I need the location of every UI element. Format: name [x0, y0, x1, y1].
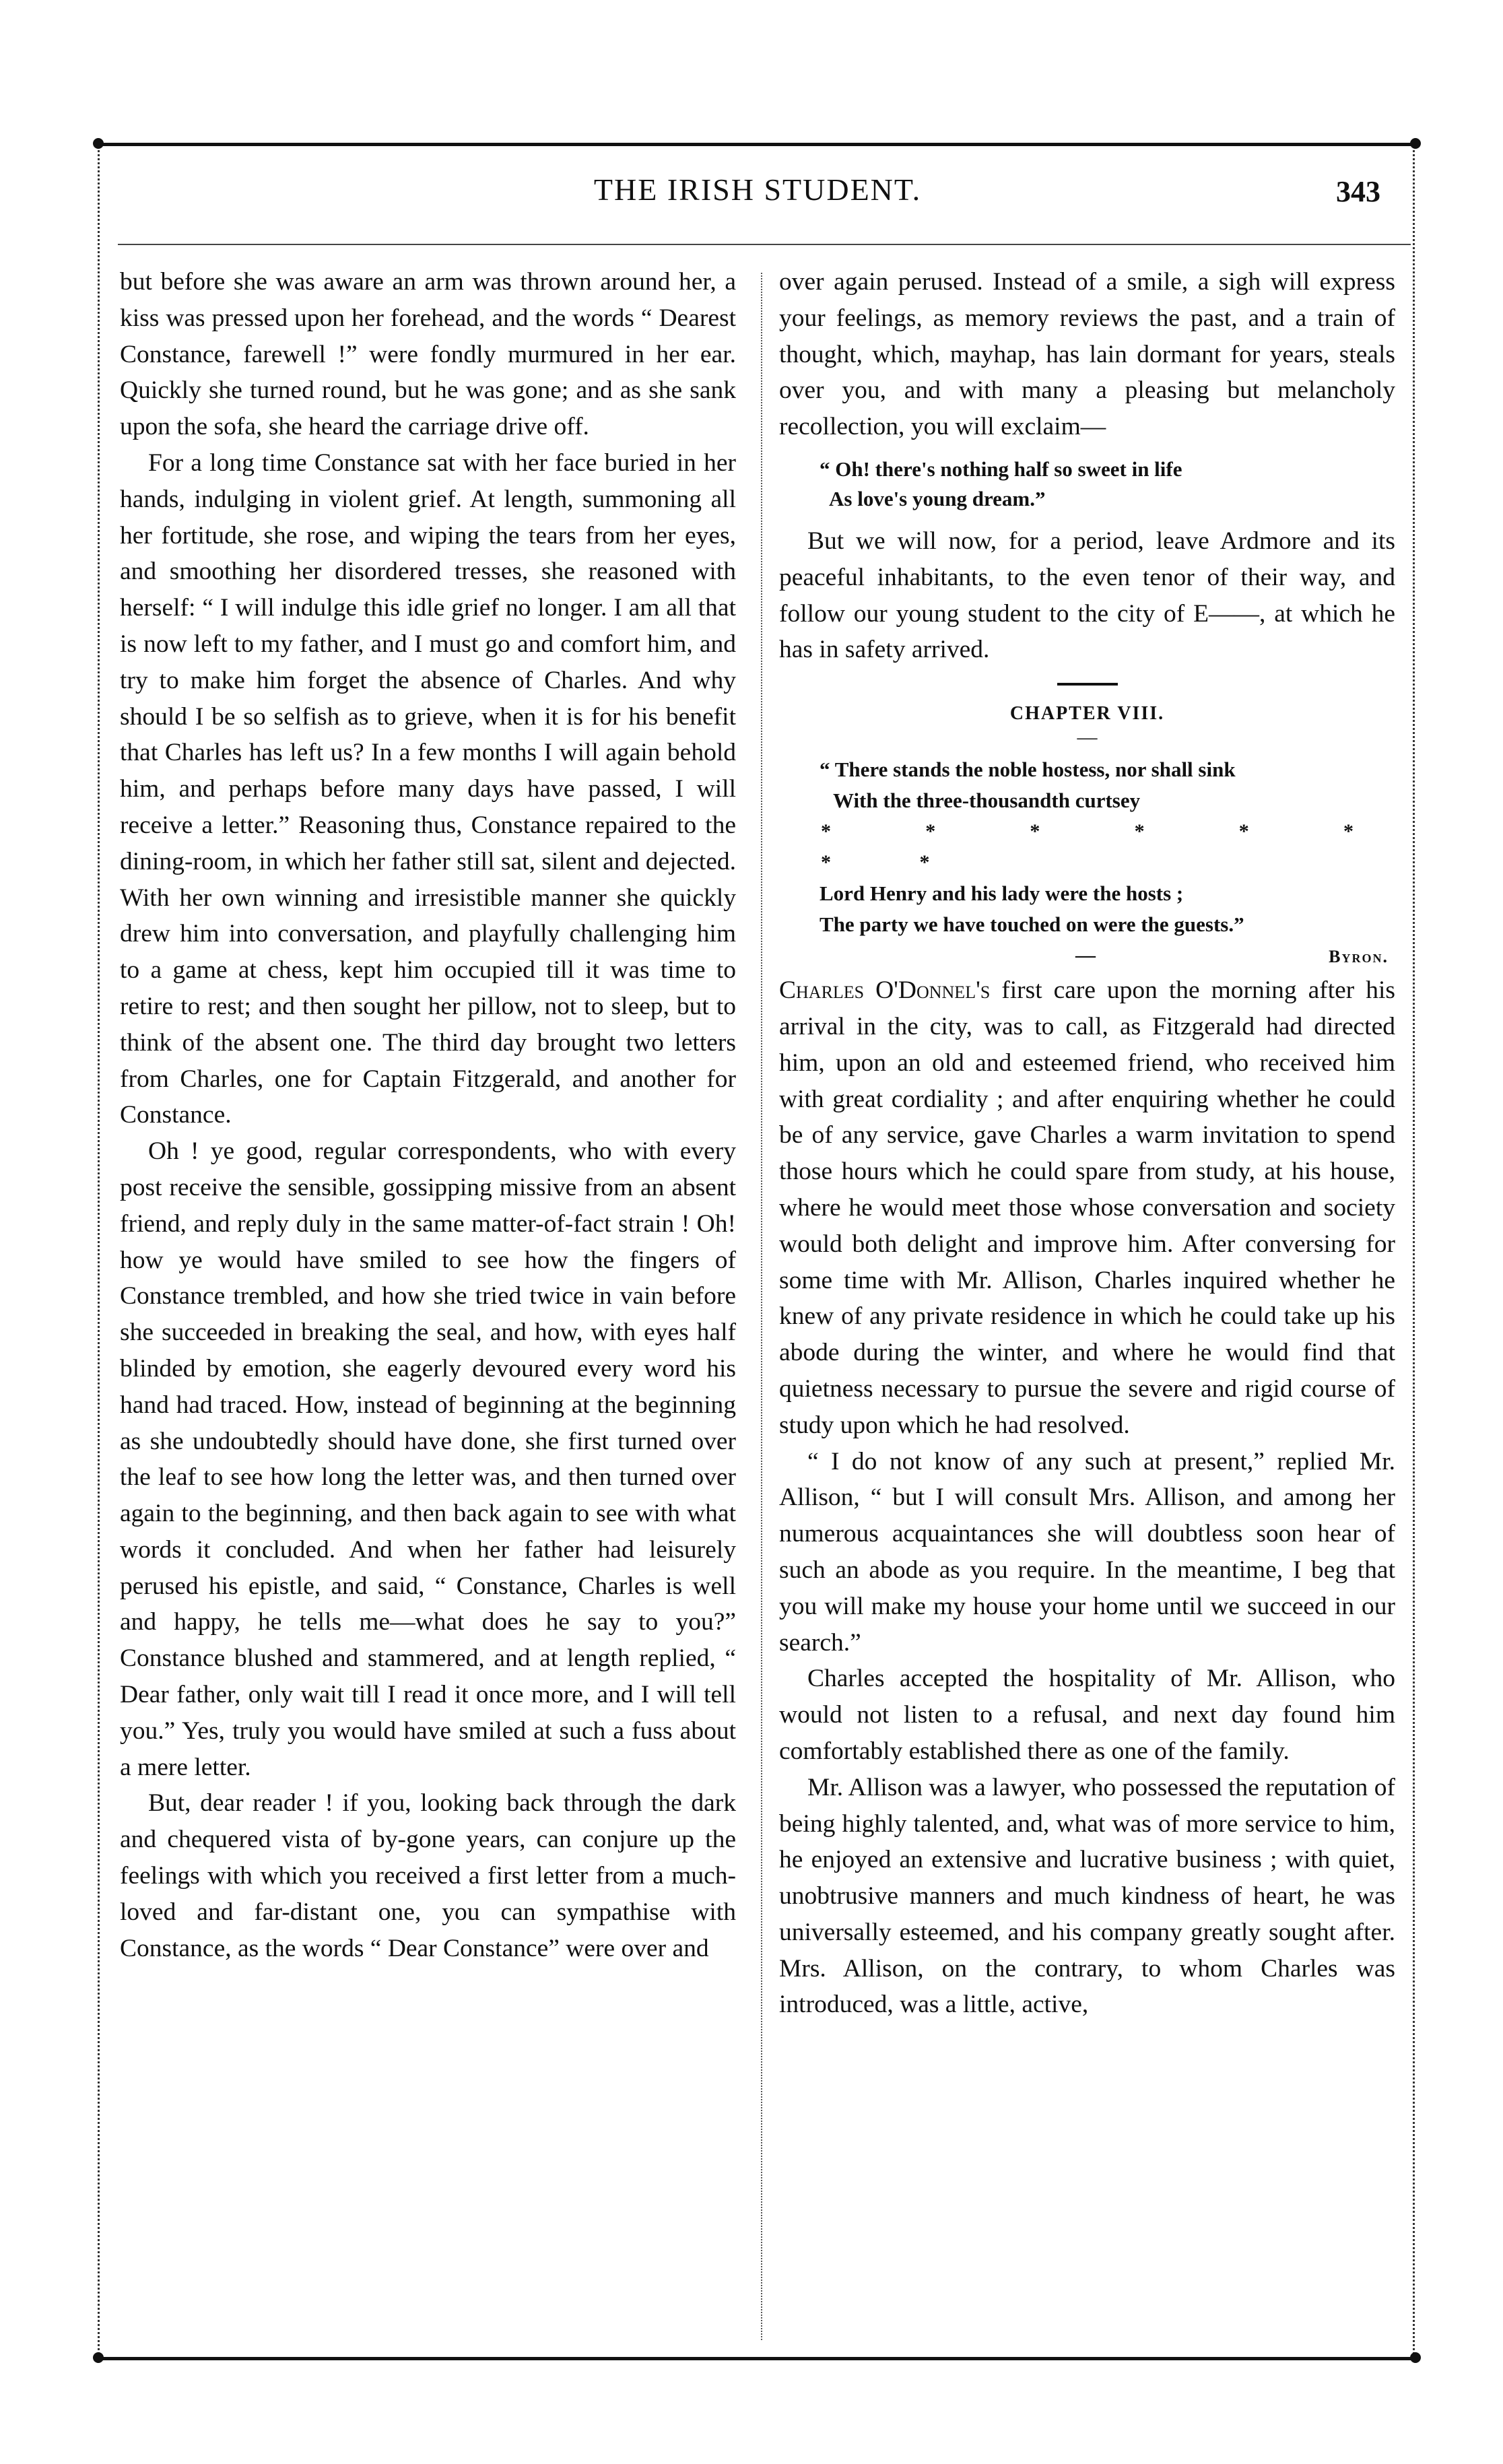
quote-line: As love's young dream.”	[829, 486, 1046, 510]
running-title: THE IRISH STUDENT.	[593, 172, 922, 207]
header-rule	[118, 244, 1411, 245]
paragraph: But, dear reader ! if you, looking back through the dark and chequered vista of by-gone years, can conjure up the feelings with which you received a first letter from a much-loved and far-distant one, you can sympathise with Constance, as the words “ Dear Constance” were over and	[120, 1789, 736, 1962]
column-divider	[761, 273, 762, 2340]
epigraph-attribution: Byron.	[1329, 947, 1389, 967]
page-number: 343	[1336, 175, 1380, 208]
paragraph-text: first care upon the morning after his arrival in the city, was to call, as Fitzgerald had directed him, upon an old and esteemed friend, who received him with great cordiality ; and after enquiring whether he could be of any service, gave Charles a warm invitation to spend those hours which he could spare from study, at his house, where he would meet those whose conversation and society would both delight and improve him. After conversing for some time with Mr. Allison, Charles inquired whether he knew of any private residence in which he could take up his abode during the winter, and where he would find that quietness necessary to pursue the severe and rigid course of study upon which he had resolved.	[779, 976, 1395, 1439]
paragraph	[779, 972, 1395, 1443]
corner-ornament	[1410, 138, 1421, 149]
epigraph-ellipsis-stars: * * * * * * * *	[821, 820, 1395, 874]
paragraph: But we will now, for a period, leave Ardmore and its peaceful inhabitants, to the even tenor of their way, and follow our young student to the city of E——, at which he has in safety arrived.	[779, 527, 1395, 664]
epigraph-attribution-line	[820, 940, 1395, 972]
paragraph: “ I do not know of any such at present,” replied Mr. Allison, “ but I will consult Mrs. Allison, and among her numerous acquaintances she will doubtless soon hear of such an abode as you require. In the meantime, I beg that you will make my house your home until we succeed in our search.”	[779, 1447, 1395, 1657]
paragraph: Oh ! ye good, regular correspondents, who with every post receive the sensible, gossipping missive from an absent friend, and reply duly in the same matter-of-fact strain ! Oh! how ye would have smiled to see how the fingers of Constance trembled, and how she tried twice in vain before she succeeded in breaking the seal, and how, with eyes half blinded by emotion, she eagerly devoured every word his hand had traced. How, instead of beginning at the beginning as she undoubtedly should have done, she first turned over the leaf to see how long the letter was, and then turned over again to the beginning, and then back again to see with what words it concluded. And when her father had leisurely perused his epistle, and said, “ Constance, Charles is well and happy, he tells me—what does he say to you?” Constance blushed and stammered, and at length replied, “ Dear father, only wait till I read it once more, and I will tell you.” Yes, truly you would have smiled at such a fuss about a mere letter.	[120, 1137, 736, 1781]
epigraph	[820, 754, 1395, 972]
paragraph: Mr. Allison was a lawyer, who possessed the reputation of being highly talented, and, what was of more service to him, he enjoyed an extensive and lucrative business ; with quiet, unobtrusive manners and much kindness of heart, he was universally esteemed, and his company greatly sought after. Mrs. Allison, on the contrary, to whom Charles was introduced, was a little, active,	[779, 1773, 1395, 2019]
paragraph: Charles accepted the hospitality of Mr. Allison, who would not listen to a refusal, and next day found him comfortably established there as one of the family.	[779, 1665, 1395, 1765]
epigraph-line: “ There stands the noble hostess, nor shall sink	[820, 758, 1236, 782]
corner-ornament	[1410, 2352, 1421, 2363]
quote-line: “ Oh! there's nothing half so sweet in life	[820, 457, 1182, 481]
epigraph-line: The party we have touched on were the guests.”	[820, 912, 1244, 937]
paragraph: For a long time Constance sat with her face buried in her hands, indulging in violent grief. At length, summoning all her fortitude, she rose, and wiping the tears from her eyes, and smoothing her disordered tresses, she reasoned with herself: “ I will indulge this idle grief no longer. I am all that is now left to my father, and I must go and comfort him, and try to make him forget the absence of Charles. And why should I be so selfish as to grieve, when it is for his benefit that Charles has left us? In a few months I will again behold him, and perhaps before many days have passed, I will receive a letter.” Reasoning thus, Constance repaired to the dining-room, in which her father still sat, silent and dejected. With her own winning and irresistible manner she quickly drew him into conversation, and playfully challenging him to a game at chess, kept him occupied till it was time to retire to rest; and then sought her pillow, not to sleep, but to think of the absent one. The third day brought two letters from Charles, one for Captain Fitzgerald, and another for Constance.	[120, 448, 736, 1129]
corner-ornament	[93, 138, 104, 149]
page-header	[114, 172, 1401, 226]
bottom-border-rule	[94, 2357, 1417, 2360]
right-border-rule	[1413, 143, 1415, 2358]
paragraph: over again perused. Instead of a smile, a sigh will express your feelings, as memory reviews the past, and a train of thought, which, mayhap, has lain dormant for years, steals over you, and with many a pleasing but melancholy recollection, you will exclaim—	[779, 268, 1395, 441]
section-rule	[1057, 683, 1118, 686]
top-border-rule	[94, 143, 1417, 146]
attribution-dash: —	[1075, 944, 1096, 967]
epigraph-line: With the three-thousandth curtsey	[833, 789, 1141, 813]
paragraph: but before she was aware an arm was thrown around her, a kiss was pressed upon her forehead, and the words “ Dearest Constance, farewell !” were fondly murmured in her ear. Quickly she turned round, but he was gone; and as she sank upon the sofa, she heard the carriage drive off.	[120, 268, 736, 441]
right-column	[779, 264, 1395, 2345]
corner-ornament	[93, 2352, 104, 2363]
verse-quote	[820, 455, 1395, 514]
chapter-heading: CHAPTER VIII.	[1009, 703, 1165, 725]
left-column	[120, 264, 736, 2345]
left-border-rule	[98, 143, 100, 2358]
epigraph-line: Lord Henry and his lady were the hosts ;	[820, 881, 1184, 906]
paragraph-lead-name: Charles O'Donnel's	[779, 976, 991, 1005]
chapter-dash: —	[1077, 726, 1098, 749]
